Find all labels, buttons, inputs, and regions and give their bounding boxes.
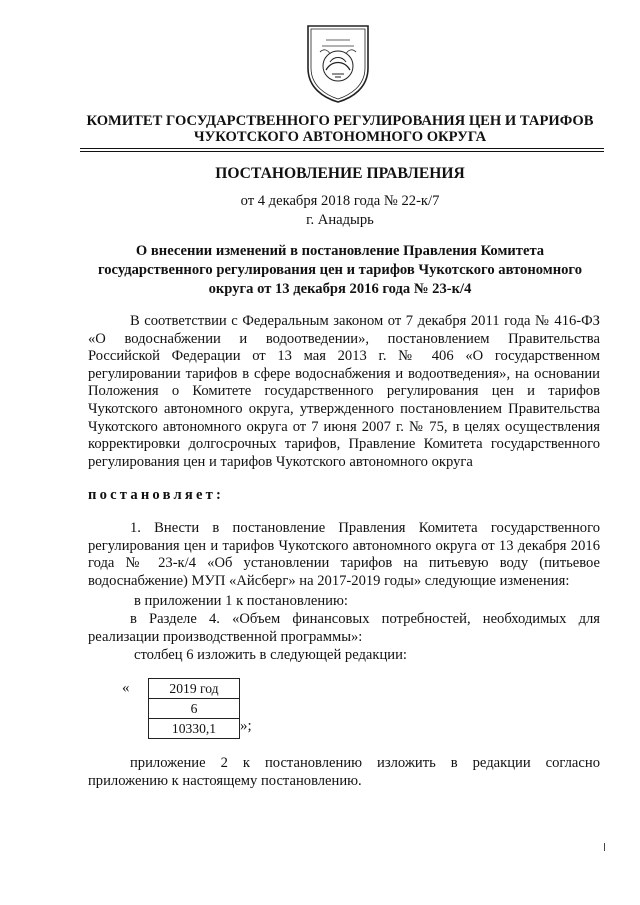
- table-value-cell: 10330,1: [149, 719, 240, 739]
- table-header-cell: 2019 год: [149, 679, 240, 699]
- appendix2-paragraph: приложение 2 к постановлению изложить в редакции согласно приложению к настоящему постановлению.: [88, 755, 600, 789]
- subject-line3: округа от 13 декабря 2016 года № 23-к/4: [208, 281, 472, 297]
- quote-close: »;: [240, 718, 252, 734]
- column6-table: [148, 678, 240, 739]
- organization-name: [80, 113, 600, 145]
- header-rule-thick: [80, 148, 604, 149]
- organization-name-line2: ЧУКОТСКОГО АВТОНОМНОГО ОКРУГА: [193, 129, 487, 145]
- table-column-number-cell: 6: [149, 699, 240, 719]
- organization-name-line1: КОМИТЕТ ГОСУДАРСТВЕННОГО РЕГУЛИРОВАНИЯ ЦЕН И ТАРИФОВ: [86, 113, 594, 129]
- coat-of-arms-emblem: [302, 22, 374, 106]
- item1-paragraph: 1. Внести в постановление Правления Комитета государственного регулирования цен и тарифов Чукотского автономного округа от 13 декабря 2016 года № 23-к/4 «Об установлении тарифов на питьевую воду (питьевое водоснабжение) МУП «Айсберг» на 2017-2019 годы» следующие изменения:: [88, 520, 600, 589]
- appendix1-line: в приложении 1 к постановлению:: [134, 593, 348, 609]
- subject-line2: государственного регулирования цен и тарифов Чукотского автономного: [97, 262, 582, 278]
- quote-open: «: [122, 680, 130, 696]
- date-number: от 4 декабря 2018 года № 22-к/7: [240, 193, 440, 209]
- section4-paragraph: в Разделе 4. «Объем финансовых потребностей, необходимых для реализации производственной программы»:: [88, 611, 600, 645]
- resolves-word: постановляет:: [88, 487, 225, 503]
- column6-line: столбец 6 изложить в следующей редакции:: [134, 647, 407, 663]
- place: г. Анадырь: [306, 212, 374, 228]
- document-subject: [80, 242, 600, 299]
- subject-line1: О внесении изменений в постановление Правления Комитета: [135, 243, 545, 259]
- date-place-block: [80, 192, 600, 230]
- document-type-title: ПОСТАНОВЛЕНИЕ ПРАВЛЕНИЯ: [215, 165, 465, 182]
- margin-mark: [604, 843, 605, 851]
- header-rule-thin: [80, 151, 604, 152]
- preamble-paragraph: В соответствии с Федеральным законом от 7 декабря 2011 года № 416-ФЗ «О водоснабжении и водоотведении», постановлением Правительства Российской Федерации от 13 мая 2013 г. № 406 «О государственном регулировании тарифов в сфере водоснабжения и водоотведения», на основании Положения о Комитете государственного регулирования цен и тарифов Чукотского автономного округа, утвержденного постановлением Правительства Чукотского автономного округа от 7 июня 2007 г. № 75, в целях осуществления корректировки долгосрочных тарифов, Правление Комитета государственного регулирования цен и тарифов Чукотского автономного округа: [88, 313, 600, 470]
